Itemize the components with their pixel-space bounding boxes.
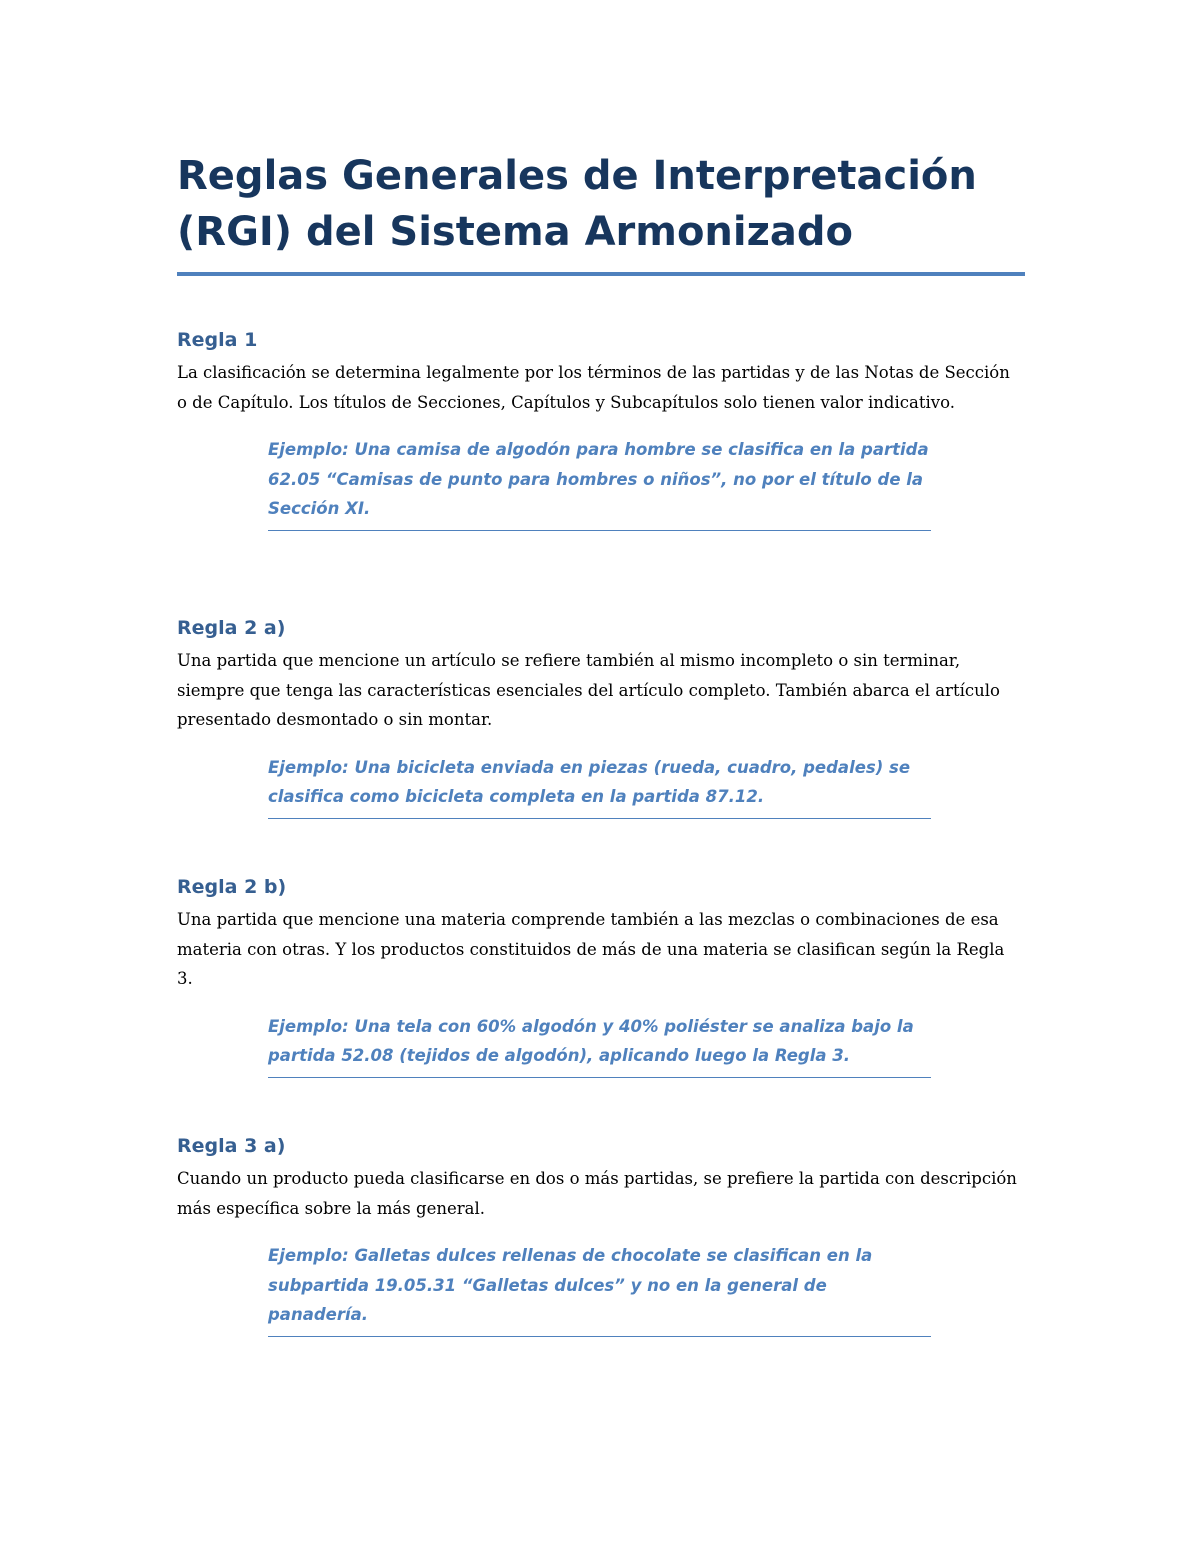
rule-example: Ejemplo: Una bicicleta enviada en piezas (rueda, cuadro, pedales) se clasifica como bicicleta completa en la partida 87.12. — [268, 753, 931, 819]
rule-heading: Regla 3 a) — [177, 1135, 286, 1157]
rule-body: Una partida que mencione un artículo se refiere también al mismo incompleto o sin terminar, siempre que tenga las características esenciales del artículo completo. También abarca el artículo presentado desmontado o sin montar. — [177, 651, 1000, 729]
rule-example: Ejemplo: Una camisa de algodón para hombre se clasifica en la partida 62.05 “Camisas de punto para hombres o niños”, no por el título de la Sección XI. — [268, 435, 931, 531]
rule-body: Cuando un producto pueda clasificarse en dos o más partidas, se prefiere la partida con descripción más específica sobre la más general. — [177, 1169, 1017, 1218]
rule-body: La clasificación se determina legalmente por los términos de las partidas y de las Notas de Sección o de Capítulo. Los títulos de Secciones, Capítulos y Subcapítulos solo tienen valor indicativo. — [177, 363, 1010, 412]
rule-example: Ejemplo: Una tela con 60% algodón y 40% poliéster se analiza bajo la partida 52.08 (tejidos de algodón), aplicando luego la Regla 3. — [268, 1012, 931, 1078]
document-title — [177, 148, 1025, 260]
rule-example: Ejemplo: Galletas dulces rellenas de chocolate se clasifican en la subpartida 19.05.31 “Galletas dulces” y no en la general de panadería. — [268, 1241, 931, 1337]
document-title-line-1: Reglas Generales de Interpretación — [177, 153, 977, 199]
title-divider — [177, 272, 1025, 276]
document-title-line-2: (RGI) del Sistema Armonizado — [177, 209, 853, 255]
rule-section-3a — [177, 1132, 1025, 1337]
rule-heading: Regla 2 a) — [177, 617, 286, 639]
rule-heading: Regla 1 — [177, 329, 258, 351]
rule-section-2a — [177, 614, 1025, 819]
rule-section-2b — [177, 873, 1025, 1078]
rule-section-1 — [177, 326, 1025, 531]
document-page — [177, 148, 1025, 1324]
rule-body: Una partida que mencione una materia comprende también a las mezclas o combinaciones de esa materia con otras. Y los productos constituidos de más de una materia se clasifican según la Regla 3. — [177, 910, 1005, 988]
rule-heading: Regla 2 b) — [177, 876, 287, 898]
